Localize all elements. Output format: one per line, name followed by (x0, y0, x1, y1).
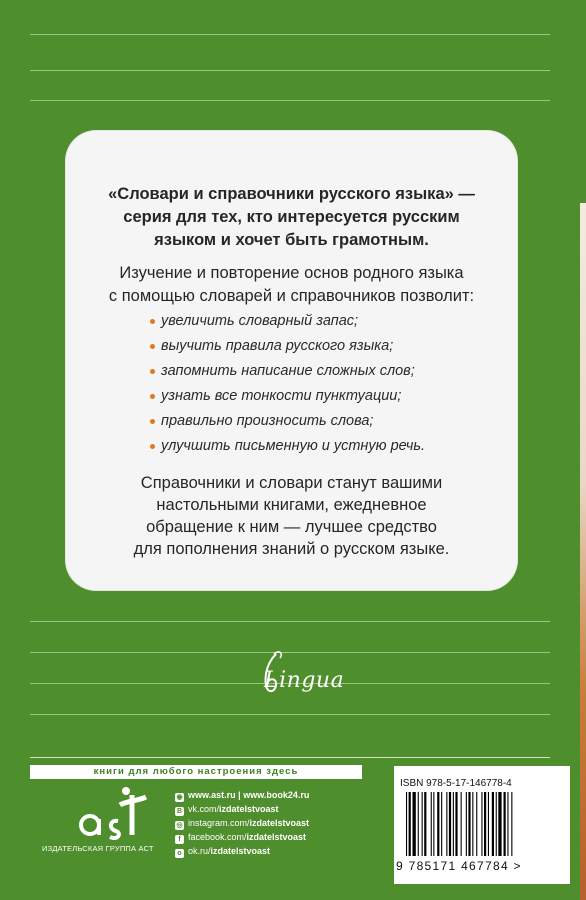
vk-icon: В (176, 808, 183, 815)
link-row[interactable]: В vk.com/izdatelstvoast (176, 804, 279, 815)
intro-line: серия для тех, кто интересуется русским (123, 208, 460, 226)
ast-figure-icon (70, 785, 160, 840)
description-card (66, 131, 517, 590)
benefits-list (161, 309, 501, 459)
lead-line: Изучение и повторение основ родного языка (119, 264, 464, 282)
tagline-bar (30, 765, 362, 779)
outro-line: обращение к ним — лучшее средство (146, 518, 437, 536)
lingua-imprint-logo (246, 648, 346, 698)
series-intro (66, 183, 517, 252)
link-row[interactable]: ◉ www.ast.ru | www.book24.ru (176, 790, 310, 801)
intro-line: «Словари и справочники русского языка» — (108, 185, 475, 203)
bullet-dot-icon (150, 319, 155, 324)
link-row[interactable]: о ok.ru/izdatelstvoast (175, 844, 375, 858)
ruled-line (30, 714, 550, 715)
isbn-number: ISBN 978-5-17-146778-4 (400, 778, 512, 789)
list-item: увеличить словарный запас; (161, 309, 501, 334)
link-row[interactable]: f facebook.com/izdatelstvoast (175, 830, 375, 844)
facebook-icon: f (175, 835, 184, 844)
ruled-line (30, 70, 550, 71)
ruled-line (30, 34, 550, 35)
publisher-links (175, 788, 375, 858)
outro-line: для пополнения знаний о русском языке. (133, 540, 450, 558)
globe-icon: ◉ (176, 794, 183, 801)
list-item: правильно произносить слова; (161, 409, 501, 434)
outro-line: настольными книгами, ежедневное (156, 496, 427, 514)
list-item: выучить правила русского языка; (161, 334, 501, 359)
bullet-dot-icon (150, 344, 155, 349)
isbn-barcode-box (394, 766, 570, 884)
list-item: запомнить написание сложных слов; (161, 359, 501, 384)
link-row[interactable]: ◎ instagram.com/izdatelstvoast (176, 818, 310, 829)
bullet-dot-icon (150, 369, 155, 374)
publisher-name: ИЗДАТЕЛЬСКАЯ ГРУППА АСТ (42, 844, 154, 853)
footer-rule (30, 757, 550, 758)
spine-edge (580, 203, 586, 900)
bullet-dot-icon (150, 419, 155, 424)
ast-publisher-logo (70, 785, 160, 840)
odnoklassniki-icon: о (175, 849, 184, 858)
instagram-icon: ◎ (176, 822, 183, 829)
lead-line: с помощью словарей и справочников позволит: (108, 287, 475, 305)
benefits-lead (66, 262, 517, 308)
tagline: книги для любого настроения здесь (93, 766, 299, 777)
series-outro (66, 472, 517, 560)
bullet-dot-icon (150, 394, 155, 399)
ruled-line (30, 621, 550, 622)
bullet-dot-icon (150, 444, 155, 449)
intro-line: языком и хочет быть грамотным. (154, 231, 429, 249)
barcode-icon (406, 792, 558, 858)
list-item: узнать все тонкости пунктуации; (161, 384, 501, 409)
ruled-line (30, 100, 550, 101)
lingua-logo-text: Lingua (264, 668, 345, 693)
outro-line: Справочники и словари станут вашими (140, 474, 443, 492)
list-item: улучшить письменную и устную речь. (161, 434, 501, 459)
barcode-digits: 9 785171 467784 > (396, 859, 522, 873)
